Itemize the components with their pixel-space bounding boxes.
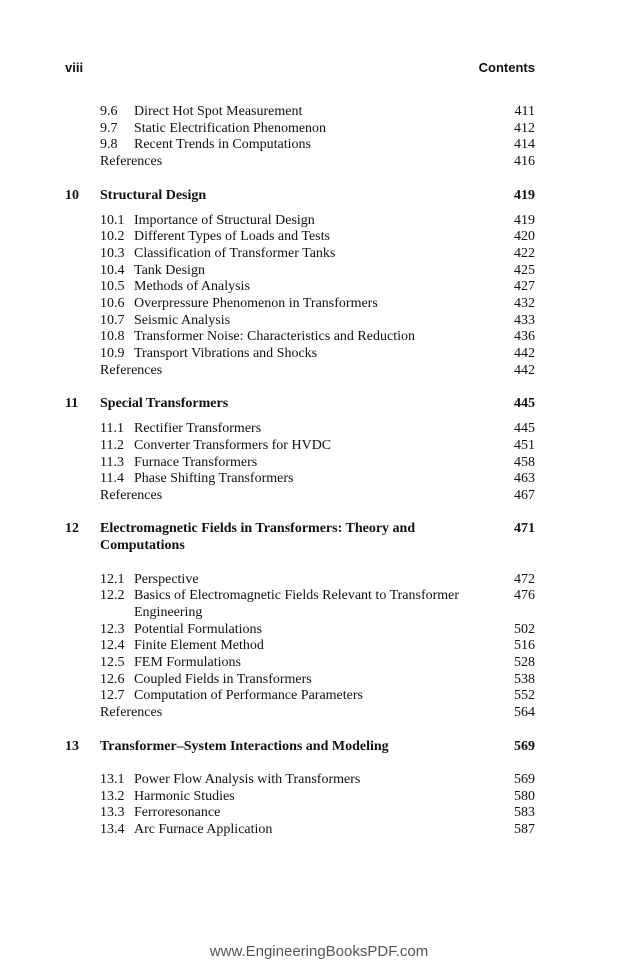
toc-section-entry[interactable]	[65, 263, 535, 280]
section-title: Rectifier Transformers	[134, 421, 262, 437]
chapter-title: Structural Design	[100, 187, 207, 203]
toc-section-entry[interactable]	[65, 296, 535, 313]
toc-section-entry[interactable]	[65, 229, 535, 246]
toc-section-entry[interactable]	[65, 455, 535, 472]
toc-references-entry[interactable]	[65, 154, 535, 171]
section-title: Importance of Structural Design	[134, 212, 315, 228]
toc-references-entry[interactable]	[65, 705, 535, 722]
section-page-number: 538	[514, 671, 535, 687]
section-page-number: 463	[514, 471, 535, 487]
toc-chapter-heading[interactable]	[65, 521, 535, 554]
section-page-number: 427	[514, 279, 535, 295]
toc-section-entry[interactable]	[65, 313, 535, 330]
section-title: Coupled Fields in Transformers	[134, 671, 312, 687]
chapter-page-number: 569	[514, 738, 535, 754]
section-page-number: 476	[514, 588, 535, 604]
section-page-number: 420	[514, 229, 535, 245]
section-page-number: 416	[514, 154, 535, 170]
section-page-number: 580	[514, 788, 535, 804]
section-title: Seismic Analysis	[134, 312, 231, 328]
header-page-number: viii	[65, 60, 84, 75]
section-number: 11.2	[100, 437, 124, 453]
section-page-number: 564	[514, 705, 535, 721]
toc-section-entry[interactable]	[65, 772, 535, 789]
toc-section-entry[interactable]	[65, 638, 535, 655]
section-number: 10.7	[100, 312, 125, 328]
section-title: Direct Hot Spot Measurement	[134, 104, 303, 119]
section-page-number: 528	[514, 655, 535, 671]
section-page-number: 412	[514, 120, 535, 136]
toc-section-entry[interactable]	[65, 346, 535, 363]
table-of-contents	[65, 104, 535, 839]
section-title: References	[100, 154, 163, 170]
toc-section-entry[interactable]	[65, 789, 535, 806]
toc-section-entry[interactable]	[65, 121, 535, 138]
toc-section-entry[interactable]	[65, 104, 535, 121]
section-page-number: 433	[514, 312, 535, 328]
section-title: Finite Element Method	[134, 638, 264, 654]
section-page-number: 445	[514, 421, 535, 437]
toc-chapter-heading[interactable]	[65, 396, 535, 413]
section-number: 10.4	[100, 262, 125, 278]
toc-section-entry[interactable]	[65, 137, 535, 154]
section-title: Overpressure Phenomenon in Transformers	[134, 296, 378, 312]
chapter-page-number: 419	[514, 187, 535, 203]
section-number: 12.2	[100, 588, 125, 604]
section-number: 10.6	[100, 296, 125, 312]
toc-section-entry[interactable]	[65, 805, 535, 822]
section-title: Transport Vibrations and Shocks	[134, 346, 318, 362]
section-page-number: 472	[514, 571, 535, 587]
section-number: 13.3	[100, 805, 125, 821]
section-page-number: 516	[514, 638, 535, 654]
toc-section-entry[interactable]	[65, 329, 535, 346]
toc-chapter-heading[interactable]	[65, 739, 535, 756]
section-title-continuation: Engineering	[134, 604, 203, 620]
toc-section-entry[interactable]	[65, 246, 535, 263]
section-number: 9.6	[100, 104, 118, 119]
chapter-title: Special Transformers	[100, 396, 229, 412]
section-number: 10.5	[100, 279, 125, 295]
chapter-number: 10	[65, 187, 79, 203]
toc-section-entry[interactable]	[65, 213, 535, 230]
section-number: 12.5	[100, 655, 125, 671]
section-number: 10.9	[100, 346, 125, 362]
toc-section-entry[interactable]	[65, 421, 535, 438]
section-page-number: 414	[514, 137, 535, 153]
section-title: Potential Formulations	[134, 621, 262, 637]
section-number: 13.1	[100, 771, 125, 787]
section-title: Basics of Electromagnetic Fields Relevant to Transformer	[134, 588, 460, 604]
section-page-number: 583	[514, 805, 535, 821]
section-number: 10.8	[100, 329, 125, 345]
section-title: References	[100, 705, 163, 721]
toc-section-entry[interactable]	[65, 279, 535, 296]
chapter-title: Transformer–System Interactions and Modeling	[100, 738, 389, 754]
section-title: FEM Formulations	[134, 655, 241, 671]
toc-section-entry[interactable]	[65, 438, 535, 455]
section-page-number: 432	[514, 296, 535, 312]
section-page-number: 467	[514, 488, 535, 504]
section-page-number: 569	[514, 771, 535, 787]
section-page-number: 436	[514, 329, 535, 345]
chapter-number: 11	[65, 396, 79, 412]
toc-section-entry[interactable]	[65, 688, 535, 705]
section-title: Different Types of Loads and Tests	[134, 229, 330, 245]
section-title: Ferroresonance	[134, 805, 221, 821]
section-page-number: 411	[514, 104, 535, 119]
section-page-number: 442	[514, 362, 535, 378]
section-number: 12.4	[100, 638, 125, 654]
chapter-title: Electromagnetic Fields in Transformers: Theory and Computations	[100, 521, 416, 554]
section-title: Methods of Analysis	[134, 279, 250, 295]
toc-section-entry[interactable]	[65, 672, 535, 689]
toc-section-entry[interactable]	[65, 471, 535, 488]
toc-section-entry[interactable]	[65, 588, 535, 621]
section-number: 9.8	[100, 137, 118, 153]
section-number: 13.4	[100, 822, 125, 838]
section-title: Classification of Transformer Tanks	[134, 245, 336, 261]
section-title: Transformer Noise: Characteristics and Reduction	[134, 329, 415, 345]
chapter-number: 13	[65, 738, 79, 754]
section-page-number: 502	[514, 621, 535, 637]
section-title: Tank Design	[134, 262, 205, 278]
toc-section-entry[interactable]	[65, 822, 535, 839]
section-number: 10.1	[100, 212, 125, 228]
toc-chapter-heading[interactable]	[65, 188, 535, 205]
toc-section-entry[interactable]	[65, 572, 535, 589]
section-title: Furnace Transformers	[134, 454, 258, 470]
section-number: 10.2	[100, 229, 125, 245]
toc-section-entry[interactable]	[65, 622, 535, 639]
section-title: References	[100, 362, 163, 378]
chapter-page-number: 471	[514, 521, 535, 537]
toc-section-entry[interactable]	[65, 655, 535, 672]
section-page-number: 587	[514, 822, 535, 838]
section-title: Perspective	[134, 571, 199, 587]
section-title: Arc Furnace Application	[134, 822, 273, 838]
section-title: Harmonic Studies	[134, 788, 235, 804]
section-number: 12.7	[100, 688, 125, 704]
section-page-number: 552	[514, 688, 535, 704]
section-page-number: 419	[514, 212, 535, 228]
section-title: Power Flow Analysis with Transformers	[134, 771, 361, 787]
section-number: 12.6	[100, 671, 125, 687]
section-title: Computation of Performance Parameters	[134, 688, 363, 704]
chapter-number: 12	[65, 521, 79, 537]
section-page-number: 442	[514, 346, 535, 362]
section-title: Static Electrification Phenomenon	[134, 120, 327, 136]
section-title: Phase Shifting Transformers	[134, 471, 294, 487]
section-number: 11.4	[100, 471, 124, 487]
chapter-page-number: 445	[514, 396, 535, 412]
section-number: 13.2	[100, 788, 125, 804]
section-number: 10.3	[100, 245, 125, 261]
section-page-number: 425	[514, 262, 535, 278]
section-title: Converter Transformers for HVDC	[134, 437, 332, 453]
header-title: Contents	[478, 60, 535, 75]
section-number: 12.1	[100, 571, 125, 587]
section-number: 12.3	[100, 621, 125, 637]
footer-watermark: www.EngineeringBooksPDF.com	[209, 943, 429, 960]
section-page-number: 458	[514, 454, 535, 470]
section-number: 11.3	[100, 454, 124, 470]
section-page-number: 451	[514, 437, 535, 453]
section-number: 11.1	[100, 421, 124, 437]
section-number: 9.7	[100, 120, 118, 136]
section-title: References	[100, 488, 163, 504]
running-header	[65, 60, 535, 78]
section-page-number: 422	[514, 245, 535, 261]
toc-references-entry[interactable]	[65, 488, 535, 505]
section-title: Recent Trends in Computations	[134, 137, 311, 153]
toc-references-entry[interactable]	[65, 363, 535, 380]
